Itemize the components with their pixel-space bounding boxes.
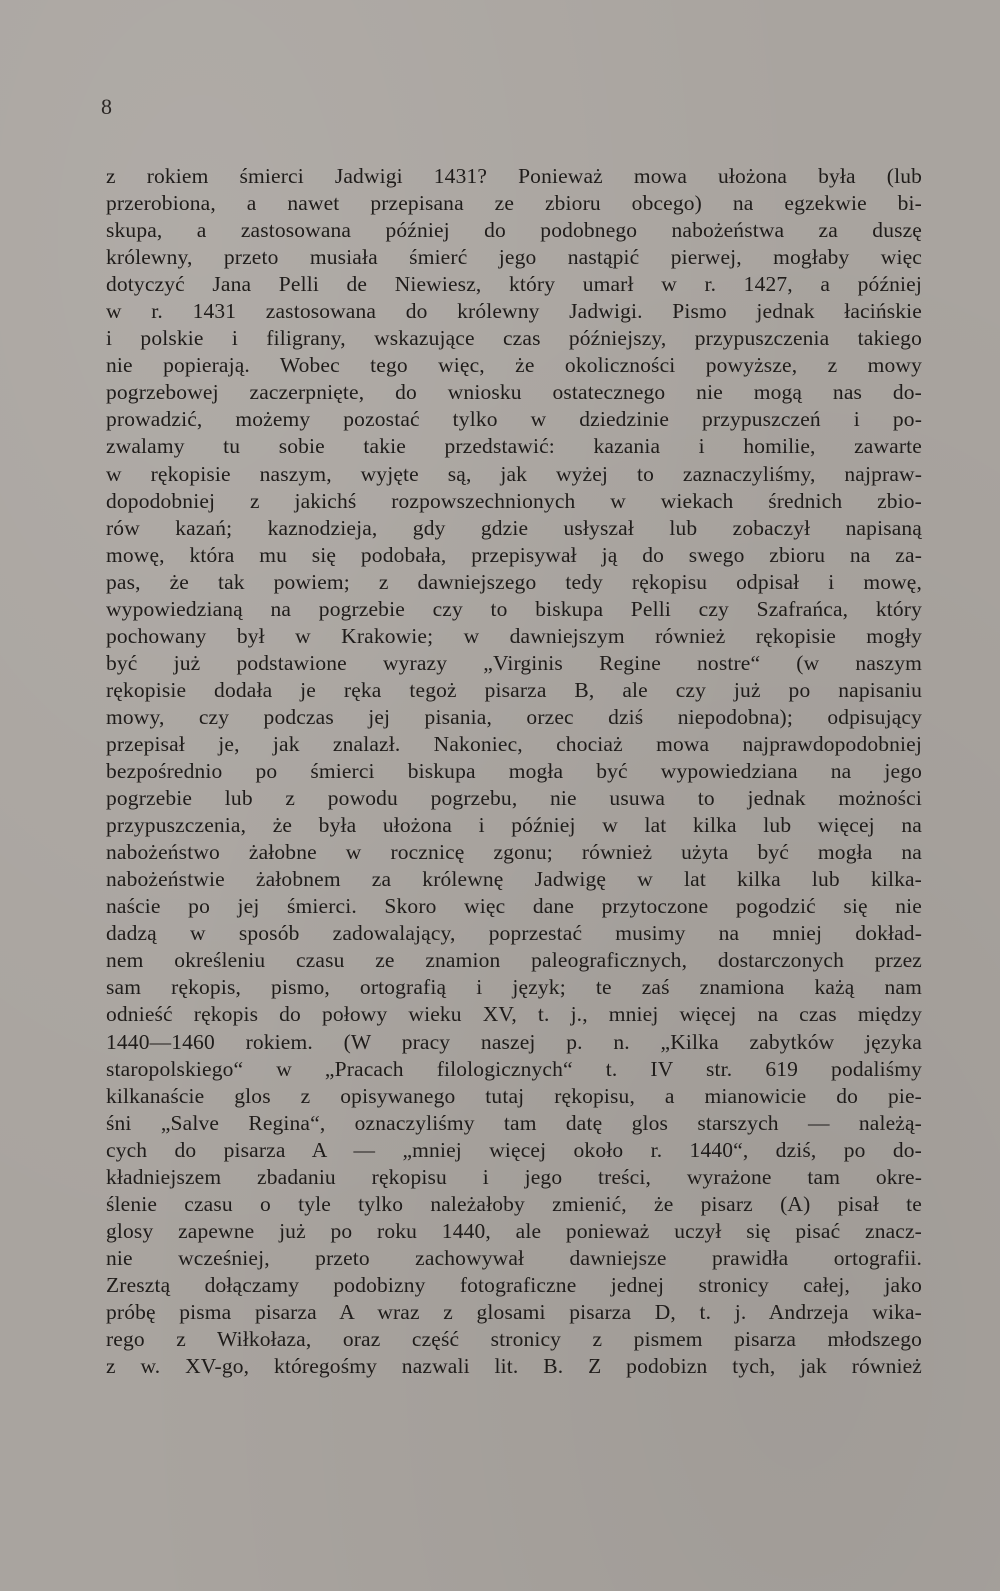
text-line: być już podstawione wyrazy „Virginis Regine nostre“ (w naszym [106,650,922,675]
text-line: prowadzić, możemy pozostać tylko w dziedzinie przypuszczeń i po- [106,407,922,432]
text-line: zwalamy tu sobie takie przedstawić: kazania i homilie, zawarte [106,434,922,459]
text-line: glosy zapewne już po roku 1440, ale ponieważ uczył się pisać znacz- [106,1218,922,1243]
text-line: śni „Salve Regina“, oznaczyliśmy tam datę glos starszych — należą- [106,1110,922,1135]
text-line: wypowiedzianą na pogrzebie czy to biskupa Pelli czy Szafrańca, który [106,596,922,621]
text-line: mowę, która mu się podobała, przepisywał ją do swego zbioru na za- [106,542,922,567]
text-line: pochowany był w Krakowie; w dawniejszym również rękopisie mogły [106,623,922,648]
text-line: dotyczyć Jana Pelli de Niewiesz, który umarł w r. 1427, a później [106,272,922,297]
text-line: nem określeniu czasu ze znamion paleograficznych, dostarczonych przez [106,948,922,973]
text-line: próbę pisma pisarza A wraz z glosami pisarza D, t. j. Andrzeja wika- [106,1299,922,1324]
text-line: pogrzebowej zaczerpnięte, do wniosku ostatecznego nie mogą nas do- [106,380,922,405]
text-line: i polskie i filigrany, wskazujące czas późniejszy, przypuszczenia takiego [106,326,922,351]
text-line: bezpośrednio po śmierci biskupa mogła być wypowiedziana na jego [106,759,922,784]
text-line: w r. 1431 zastosowana do królewny Jadwigi. Pismo jednak łacińskie [106,299,922,324]
text-line: przerobiona, a nawet przepisana ze zbioru obcego) na egzekwie bi- [106,191,922,216]
text-line: nabożeństwie żałobnem za królewnę Jadwigę w lat kilka lub kilka- [106,867,922,892]
text-line: królewny, przeto musiała śmierć jego nastąpić pierwej, mogłaby więc [106,245,922,270]
text-line: ślenie czasu o tyle tylko należałoby zmienić, że pisarz (A) pisał te [106,1191,922,1216]
text-line: przypuszczenia, że była ułożona i później w lat kilka lub więcej na [106,813,922,838]
text-line: Zresztą dołączamy podobizny fotograficzne jednej stronicy całej, jako [106,1272,922,1297]
text-line: z w. XV-go, któregośmy nazwali lit. B. Z podobizn tych, jak również [106,1354,922,1379]
text-line: mowy, czy podczas jej pisania, orzec dziś niepodobna); odpisujący [106,704,922,729]
text-line: pas, że tak powiem; z dawniejszego tedy rękopisu odpisał i mowę, [106,569,922,594]
text-line: w rękopisie naszym, wyjęte są, jak wyżej to zaznaczyliśmy, najpraw- [106,461,922,486]
text-line: rów kazań; kaznodzieja, gdy gdzie usłyszał lub zobaczył napisaną [106,515,922,540]
text-line: nie popierają. Wobec tego więc, że okoliczności powyższe, z mowy [106,353,922,378]
text-line: z rokiem śmierci Jadwigi 1431? Ponieważ mowa ułożona była (lub [106,164,922,188]
text-line: cych do pisarza A — „mniej więcej około r. 1440“, dziś, po do- [106,1137,922,1162]
text-line: sam rękopis, pismo, ortografią i język; te zaś znamiona każą nam [106,975,922,1000]
text-line: skupa, a zastosowana później do podobnego nabożeństwa za duszę [106,218,922,243]
text-line: dadzą w sposób zadowalający, poprzestać musimy na mniej dokład- [106,921,922,946]
text-line: nie wcześniej, przeto zachowywał dawniejsze prawidła ortografii. [106,1245,922,1270]
text-line: kilkanaście glos z opisywanego tutaj rękopisu, a mianowicie do pie- [106,1083,922,1108]
body-text [106,163,922,1380]
text-line: przepisał je, jak znalazł. Nakoniec, chociaż mowa najprawdopodobniej [106,731,922,756]
text-line: dopodobniej z jakichś rozpowszechnionych w wiekach średnich zbio- [106,488,922,513]
text-line: naście po jej śmierci. Skoro więc dane przytoczone pogodzić się nie [106,894,922,919]
text-line: kładniejszem zbadaniu rękopisu i jego treści, wyrażone tam okre- [106,1164,922,1189]
page-number: 8 [101,94,112,119]
text-line: rękopisie dodała je ręka tegoż pisarza B, ale czy już po napisaniu [106,677,922,702]
text-line: 1440—1460 rokiem. (W pracy naszej p. n. „Kilka zabytków języka [106,1029,922,1054]
text-line: staropolskiego“ w „Pracach filologicznych“ t. IV str. 619 podaliśmy [106,1056,922,1081]
text-line: nabożeństwo żałobne w rocznicę zgonu; również użyta być mogła na [106,840,922,865]
text-line: rego z Wiłkołaza, oraz część stronicy z pismem pisarza młodszego [106,1327,922,1352]
text-line: pogrzebie lub z powodu pogrzebu, nie usuwa to jednak możności [106,786,922,811]
text-line: odnieść rękopis do połowy wieku XV, t. j., mniej więcej na czas między [106,1002,922,1027]
